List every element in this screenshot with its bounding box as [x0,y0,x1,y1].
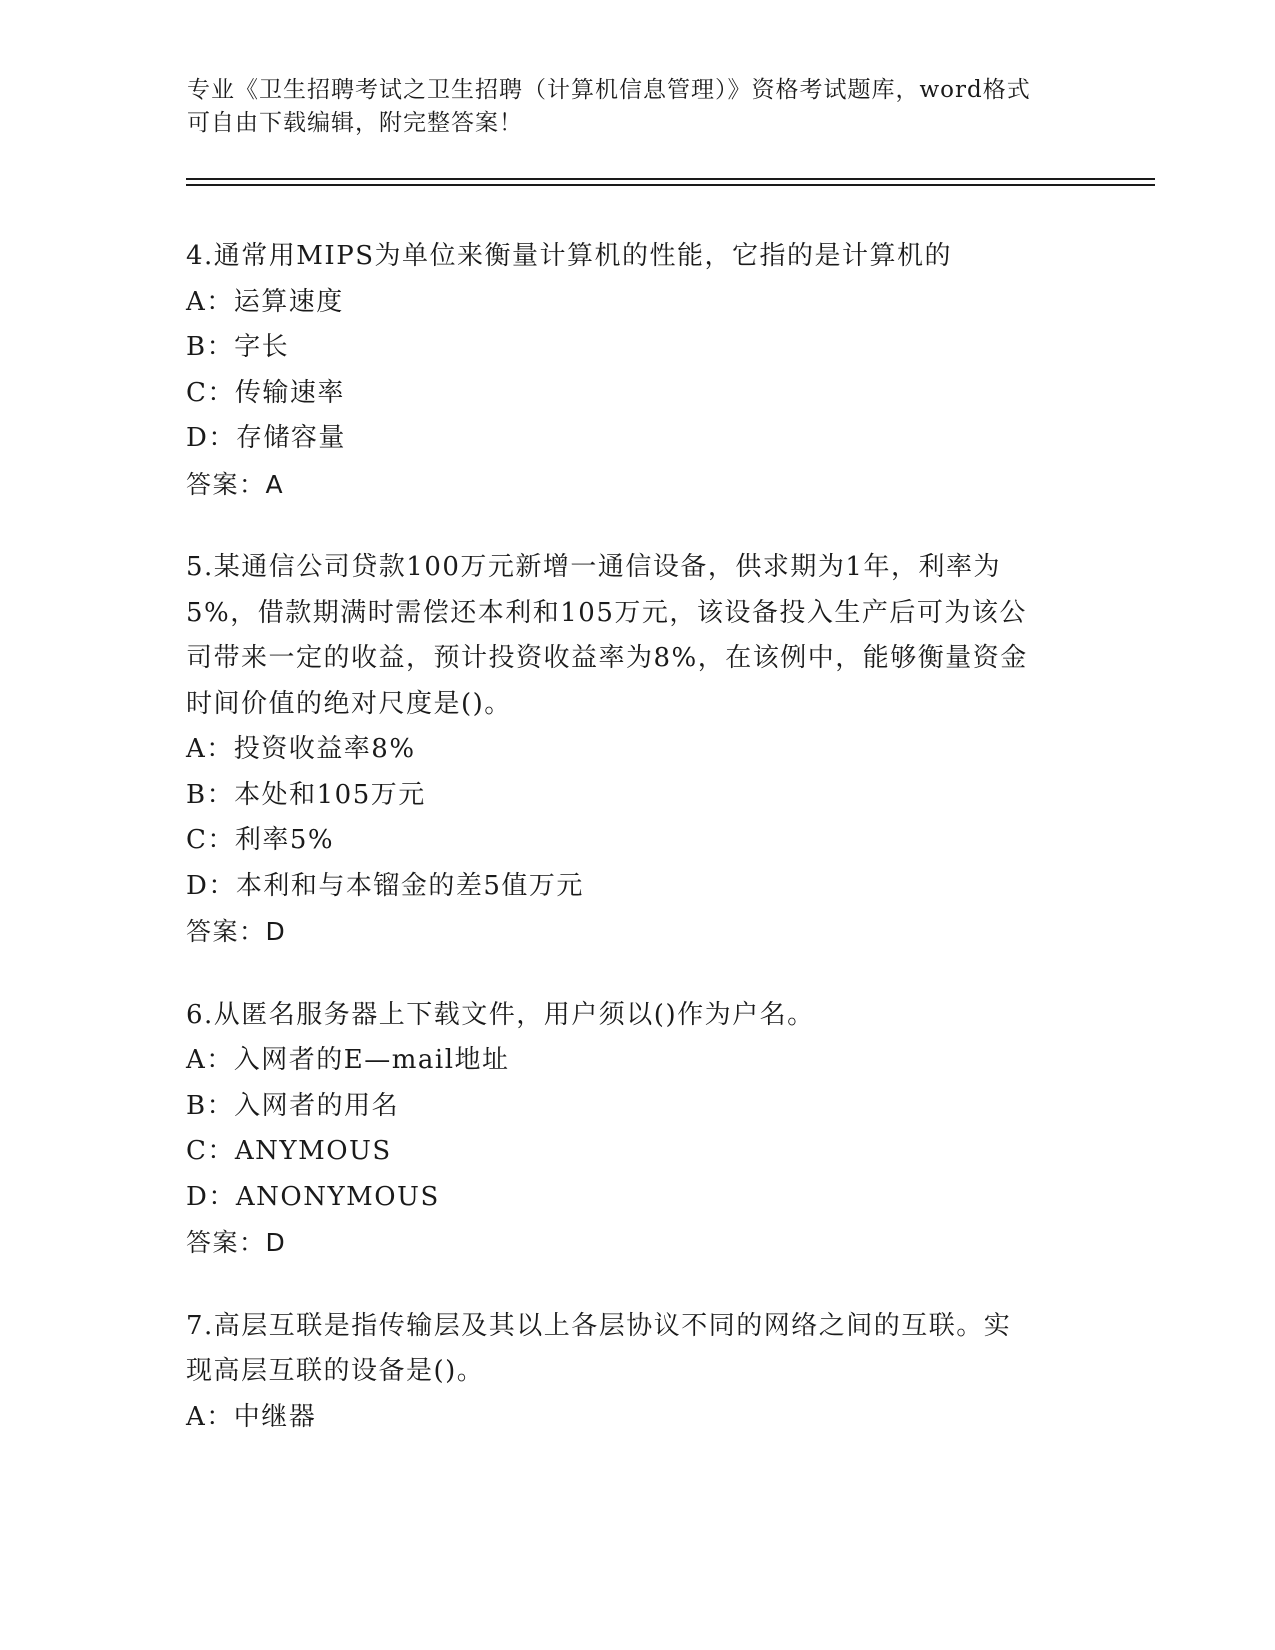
header-divider-top [186,178,1155,180]
option-b: B：入网者的用名 [186,1090,400,1121]
stem-line: 时间价值的绝对尺度是()。 [186,688,512,719]
option-a: A：投资收益率8% [186,734,416,764]
option-d: D：本利和与本镏金的差5值万元 [186,870,584,901]
question-7 [186,1304,1076,1441]
option-b: B：字长 [186,332,290,362]
answer-label: 答案：D [186,1228,287,1257]
option-a: A：运算速度 [186,286,344,317]
stem-line: 5%，借款期满时需偿还本利和105万元，该设备投入生产后可为该公 [186,597,1027,628]
question-6 [186,993,1076,1266]
option-c: C：ANYMOUS [186,1136,392,1166]
stem-line: 6.从匿名服务器上下载文件，用户须以()作为户名。 [186,999,815,1030]
stem-line: 4.通常用MIPS为单位来衡量计算机的性能，它指的是计算机的 [186,241,953,271]
stem-line: 7.高层互联是指传输层及其以上各层协议不同的网络之间的互联。实 [186,1310,1012,1341]
option-c: C：利率5% [186,825,335,855]
option-b: B：本处和105万元 [186,779,426,810]
option-a: A：入网者的E—mail地址 [186,1045,510,1075]
question-stem [186,1304,1076,1395]
option-d: D：存储容量 [186,423,346,453]
option-a: A：中继器 [186,1401,317,1432]
option-d: D：ANONYMOUS [186,1181,440,1212]
stem-line: 司带来一定的收益，预计投资收益率为8%，在该例中，能够衡量资金 [186,643,1028,673]
document-header [187,74,1067,140]
option-c: C：传输速率 [186,377,345,408]
question-stem [186,993,1076,1039]
question-list [186,234,1076,1478]
question-stem [186,234,1076,280]
answer-label: 答案：D [186,917,287,946]
stem-line: 现高层互联的设备是()。 [186,1356,485,1386]
question-4 [186,234,1076,507]
stem-line: 5.某通信公司贷款100万元新增一通信设备，供求期为1年，利率为 [186,552,1001,582]
answer-label: 答案：A [186,469,285,499]
header-line-2: 可自由下载编辑，附完整答案！ [187,110,523,136]
header-divider-bottom [186,184,1155,186]
question-stem [186,545,1076,727]
header-line-1: 专业《卫生招聘考试之卫生招聘（计算机信息管理）》资格考试题库，word格式 [187,77,1031,103]
question-5 [186,545,1076,955]
